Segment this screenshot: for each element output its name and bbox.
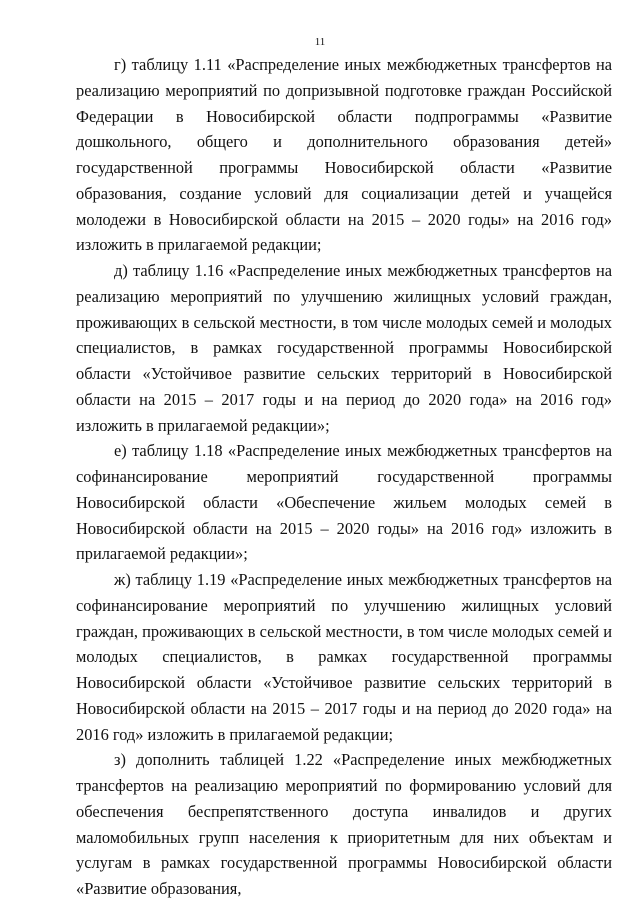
page-number: 11 — [314, 36, 326, 48]
paragraph-g: г) таблицу 1.11 «Распределение иных межбюджетных трансфертов на реализацию мероприятий по допризывной подготовке граждан Российской Федерации в Новосибирской области подпрограммы «Развитие дошкольного, общего и дополнительного образования детей» государственной программы Новосибирской области «Развитие образования, создание условий для социализации детей и учащейся молодежи в Новосибирской области на 2015 – 2020 годы» на 2016 год» изложить в прилагаемой редакции; — [76, 55, 612, 255]
paragraph-e: е) таблицу 1.18 «Распределение иных межбюджетных трансфертов на софинансирование мероприятий государственной программы Новосибирской области «Обеспечение жильем молодых семей в Новосибирской области на 2015 – 2020 годы» на 2016 год» изложить в прилагаемой редакции»; — [76, 441, 612, 564]
paragraph-zh: ж) таблицу 1.19 «Распределение иных межбюджетных трансфертов на софинансирование мероприятий по улучшению жилищных условий граждан, проживающих в сельской местности, в том числе молодых семей и молодых специалистов, в рамках государственной программы Новосибирской области «Устойчивое развитие сельских территорий в Новосибирской области на 2015 – 2017 годы и на период до 2020 года» на 2016 год» изложить в прилагаемой редакции; — [76, 570, 612, 744]
paragraph-d: д) таблицу 1.16 «Распределение иных межбюджетных трансфертов на реализацию мероприятий по улучшению жилищных условий граждан, проживающих в сельской местности, в том числе молодых семей и молодых специалистов, в рамках государственной программы Новосибирской области «Устойчивое развитие сельских территорий в Новосибирской области на 2015 – 2017 годы и на период до 2020 года» на 2016 год» изложить в прилагаемой редакции»; — [76, 261, 612, 435]
document-body — [76, 52, 612, 902]
paragraph-z: з) дополнить таблицей 1.22 «Распределение иных межбюджетных трансфертов на реализацию мероприятий по формированию условий для обеспечения беспрепятственного доступа инвалидов и других маломобильных групп населения к приоритетным для них объектам и услугам в рамках государственной программы Новосибирской области «Развитие образования, — [76, 750, 612, 898]
